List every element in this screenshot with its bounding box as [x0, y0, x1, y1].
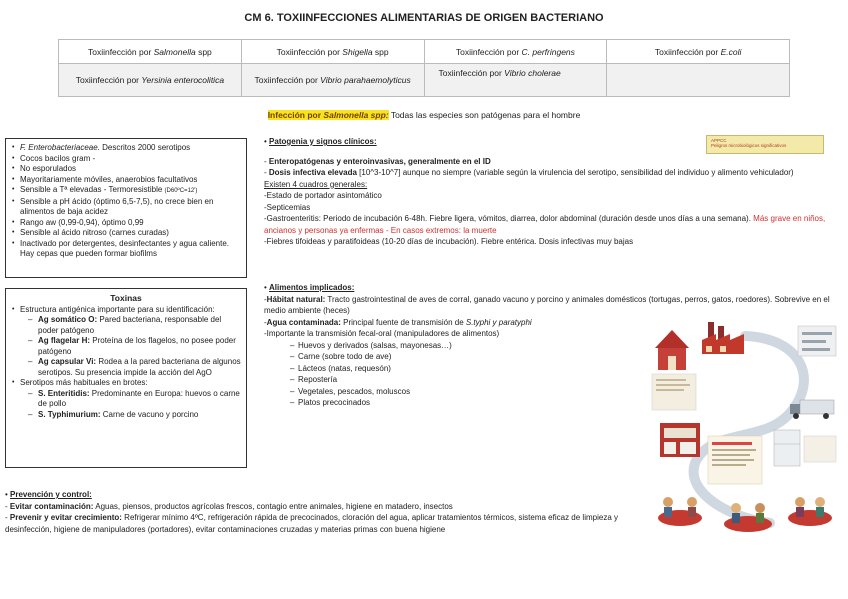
nav-yersinia[interactable]: Toxiinfección por Yersinia enterocolitica — [59, 64, 242, 97]
list-item: – Ag somático O: Pared bacteriana, responsable del poder patógeno — [38, 315, 242, 336]
appcc-badge: APPCC Peligros microbiológicos significativos — [706, 135, 824, 154]
nav-e-coli[interactable]: Toxiinfección por E.coli — [607, 40, 790, 64]
list-item: – Platos precocinados — [298, 397, 844, 409]
text-line: -Hábitat natural: Tracto gastrointestinal de aves de corral, ganado vacuno y porcino y animales domésticos (tortugas, perros, gatos, roedores). Sobrevive en el medio ambiente (heces) — [264, 294, 830, 315]
list-item: • Serotipos más habituales en brotes: — [20, 378, 242, 389]
list-item: – Huevos y derivados (salsas, mayonesas…) — [298, 340, 844, 352]
list-item: • F. Enterobacteriaceae. Descritos 2000 serotipos — [20, 143, 242, 154]
list-item: • Cocos bacilos gram - — [20, 154, 242, 165]
nav-vibrio-cholerae[interactable]: Toxiinfección por Vibrio cholerae — [424, 64, 607, 97]
page-title: CM 6. TOXIINFECCIONES ALIMENTARIAS DE ORIGEN BACTERIANO — [244, 12, 604, 24]
nav-c-perfringens[interactable]: Toxiinfección por C. perfringens — [424, 40, 607, 64]
list-item: – Carne (sobre todo de ave) — [298, 351, 844, 363]
text-line: - Prevenir y evitar crecimiento: Refrigerar mínimo 4ºC, refrigeración rápida de precocinados, cloración del agua, aplicar tratamientos térmicos, sistema eficaz de limpieza y desinfección, higiene de manipuladores (portadores), evitar contaminaciones cruzadas y materias primas con buena higiene — [5, 513, 618, 534]
patogenia-heading: • Patogenia y signos clínicos: — [264, 137, 377, 146]
infographic-panel — [708, 436, 762, 484]
text-line: -Gastroenteritis: Periodo de incubación 6-48h. Fiebre ligera, vómitos, diarrea, dolor abdominal (duración desde unos días a una semana). Más grave en niños, ancianos y personas ya enfermas - En casos extremos: la muerte — [264, 214, 826, 235]
text-line: - Enteropatógenas y enteroinvasivas, generalmente en el ID — [264, 156, 491, 166]
list-item: – S. Enteritidis: Predominante en Europa: huevos o carne de pollo — [38, 389, 242, 410]
kitchen-icon — [660, 423, 700, 457]
text-line: -Fiebres tifoideas y paratifoideas (10-20 días de incubación). Fiebre entérica. Dosis infectivas muy bajas — [264, 237, 634, 246]
section-heading: Infección por Salmonella spp: Todas las especies son patógenas para el hombre — [267, 110, 581, 120]
list-item: • No esporulados — [20, 164, 242, 175]
heading-highlight: Infección por Salmonella spp: — [267, 110, 389, 120]
list-item: • Inactivado por detergentes, desinfectantes y agua caliente. Hay cepas que pueden formar biofilms — [20, 239, 242, 260]
prevencion-heading: • Prevención y control: — [5, 490, 92, 499]
nav-salmonella[interactable]: Toxiinfección por Salmonella spp — [59, 40, 242, 64]
list-item: • Sensible a Tª elevadas - Termoresistible (D60ºC=12') — [20, 185, 242, 197]
list-item: – Vegetales, pescados, moluscos — [298, 386, 844, 398]
nav-shigella[interactable]: Toxiinfección por Shigella spp — [241, 40, 424, 64]
toxins-title: Toxinas — [110, 293, 142, 303]
list-item: • Mayoritariamente móviles, anaerobios facultativos — [20, 175, 242, 186]
text-line: - Evitar contaminación: Aguas, piensos, productos agrícolas frescos, contagio entre animales, higiene en matadero, insectos — [5, 501, 453, 511]
list-item: • Rango aw (0,99-0,94), óptimo 0,99 — [20, 218, 242, 229]
text-line: -Septicemias — [264, 202, 311, 212]
list-item: – S. Typhimurium: Carne de vacuno y porcino — [38, 410, 242, 421]
list-item: • Estructura antigénica importante para su identificación: — [20, 305, 242, 316]
nav-empty-cell — [607, 64, 790, 97]
text-line: Existen 4 cuadros generales: — [264, 179, 368, 189]
text-line: -Agua contaminada: Principal fuente de transmisión de S.typhi y paratyphi — [264, 317, 532, 327]
toxins-box — [5, 288, 247, 468]
list-item: – Repostería — [298, 374, 844, 386]
prevencion-section — [5, 489, 645, 535]
features-box — [5, 138, 247, 278]
text-line: -Estado de portador asintomático — [264, 191, 382, 200]
list-item: – Lácteos (natas, requesón) — [298, 363, 844, 375]
topic-nav-table — [58, 39, 790, 97]
nav-vibrio-parahaemolyticus[interactable]: Toxiinfección por Vibrio parahaemolyticus — [241, 64, 424, 97]
food-chain-infographic — [650, 318, 840, 550]
list-item: – Ag flagelar H: Proteína de los flagelos, no posee poder patógeno — [38, 336, 242, 357]
text-line: -Importante la transmisión fecal-oral (manipuladores de alimentos) — [264, 329, 500, 338]
list-item: • Sensible al ácido nitroso (carnes curadas) — [20, 228, 242, 239]
text-line: - Dosis infectiva elevada [10^3-10^7] aunque no siempre (variable según la virulencia del serotipo, sensibilidad del individuo y alimento vehiculador) — [264, 168, 794, 177]
processing-icon — [798, 326, 836, 356]
list-item: • Sensible a pH ácido (óptimo 6,5-7,5), no crece bien en alimentos de baja acidez — [20, 197, 242, 218]
alimentos-heading: • Alimentos implicados: — [264, 283, 355, 292]
list-item: – Ag capsular Vi: Rodea a la pared bacteriana de algunos serotipos. Su presencia impide la acción del AgO — [38, 357, 242, 378]
